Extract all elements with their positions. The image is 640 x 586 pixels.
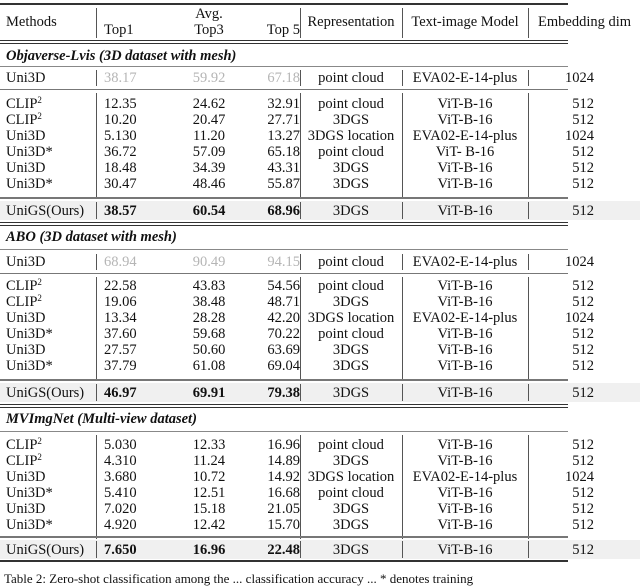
top-rule xyxy=(0,3,568,5)
section-rule xyxy=(0,273,568,274)
table-row: Uni3D* 36.72 57.09 65.18 point cloud ViT- B-16 512 xyxy=(6,144,594,160)
header-top1: Top1 xyxy=(104,22,134,38)
section-rule xyxy=(0,66,568,67)
col-sep xyxy=(300,70,301,86)
header-sep xyxy=(528,8,529,38)
header-rule xyxy=(0,43,568,44)
header-text-image-model: Text-image Model xyxy=(411,14,519,30)
section-rule xyxy=(0,222,568,223)
col-sep xyxy=(402,254,403,270)
ours-row: UniGS(Ours) 38.57 60.54 68.96 3DGS ViT-B-16 512 xyxy=(6,203,594,219)
table-row: CLIP$^2$ 19.06 38.48 48.71 3DGS ViT-B-16 512 xyxy=(6,293,594,310)
ours-rule xyxy=(0,379,568,381)
col-sep xyxy=(402,70,403,86)
table-row: Uni3D* 5.410 12.51 16.68 point cloud ViT-B-16 512 xyxy=(6,485,594,501)
table-row: Uni3D 27.57 50.60 63.69 3DGS ViT-B-16 512 xyxy=(6,342,594,358)
table-row: Uni3D 18.48 34.39 43.31 3DGS ViT-B-16 512 xyxy=(6,160,594,176)
ours-row: UniGS(Ours) 7.650 16.96 22.48 3DGS ViT-B-16 512 xyxy=(6,542,594,558)
table-row: CLIP$^2$ 10.20 20.47 27.71 3DGS ViT-B-16 512 xyxy=(6,111,594,128)
table-row: CLIP$^2$ 4.310 11.24 14.89 3DGS ViT-B-16 512 xyxy=(6,452,594,469)
col-sep xyxy=(528,254,529,270)
header-embedding-dim: Embedding dim xyxy=(538,14,632,30)
header-methods: Methods xyxy=(6,14,57,30)
col-sep xyxy=(96,254,97,270)
bottom-rule xyxy=(0,560,568,562)
table-row: CLIP$^2$ 5.030 12.33 16.96 point cloud ViT-B-16 512 xyxy=(6,436,594,453)
section-title-objaverse: Objaverse-Lvis (3D dataset with mesh) xyxy=(6,48,237,64)
table-row: Uni3D 13.34 28.28 42.20 3DGS location EVA02-E-14-plus 1024 xyxy=(6,310,594,326)
header-sep xyxy=(300,8,301,38)
header-sep xyxy=(402,8,403,38)
section-rule xyxy=(0,431,568,432)
table-row: Uni3D* 37.79 61.08 69.04 3DGS ViT-B-16 512 xyxy=(6,358,594,374)
col-sep xyxy=(300,254,301,270)
section-title-abo: ABO (3D dataset with mesh) xyxy=(6,229,177,245)
ours-rule xyxy=(0,536,568,538)
section-rule xyxy=(0,249,568,250)
header-sep xyxy=(96,8,97,38)
table-row: Uni3D 7.020 15.18 21.05 3DGS ViT-B-16 512 xyxy=(6,501,594,517)
header-top3: Top3 xyxy=(194,22,224,38)
ours-row: UniGS(Ours) 46.97 69.91 79.38 3DGS ViT-B-16 512 xyxy=(6,385,594,401)
table-row: Uni3D 5.130 11.20 13.27 3DGS location EVA02-E-14-plus 1024 xyxy=(6,128,594,144)
table-row: Uni3D 3.680 10.72 14.92 3DGS location EVA02-E-14-plus 1024 xyxy=(6,469,594,485)
table-row: CLIP$^2$ 22.58 43.83 54.56 point cloud ViT-B-16 512 xyxy=(6,277,594,294)
col-sep xyxy=(96,70,97,86)
section-title-mvimgnet: MVImgNet (Multi-view dataset) xyxy=(6,411,197,427)
header-rule xyxy=(0,40,568,41)
reference-row: Uni3D 38.17 59.92 67.18 point cloud EVA02-E-14-plus 1024 xyxy=(6,70,594,86)
table-row: CLIP$^2$ 12.35 24.62 32.91 point cloud ViT-B-16 512 xyxy=(6,95,594,112)
ours-rule xyxy=(0,197,568,199)
section-rule xyxy=(0,404,568,405)
col-sep xyxy=(528,70,529,86)
section-rule xyxy=(0,407,568,408)
section-rule xyxy=(0,225,568,226)
table-caption: Table 2: Zero-shot classification among the ... classification accuracy ... * denotes training xyxy=(4,571,474,586)
table-row: Uni3D* 37.60 59.68 70.22 point cloud ViT-B-16 512 xyxy=(6,326,594,342)
section-rule xyxy=(0,89,568,90)
table-row: Uni3D* 30.47 48.46 55.87 3DGS ViT-B-16 512 xyxy=(6,176,594,192)
header-avg: Avg. xyxy=(195,6,223,22)
table-row: Uni3D* 4.920 12.42 15.70 3DGS ViT-B-16 512 xyxy=(6,517,594,533)
header-top5: Top 5 xyxy=(266,22,300,38)
header-representation: Representation xyxy=(307,14,395,30)
reference-row: Uni3D 68.94 90.49 94.15 point cloud EVA02-E-14-plus 1024 xyxy=(6,254,594,270)
